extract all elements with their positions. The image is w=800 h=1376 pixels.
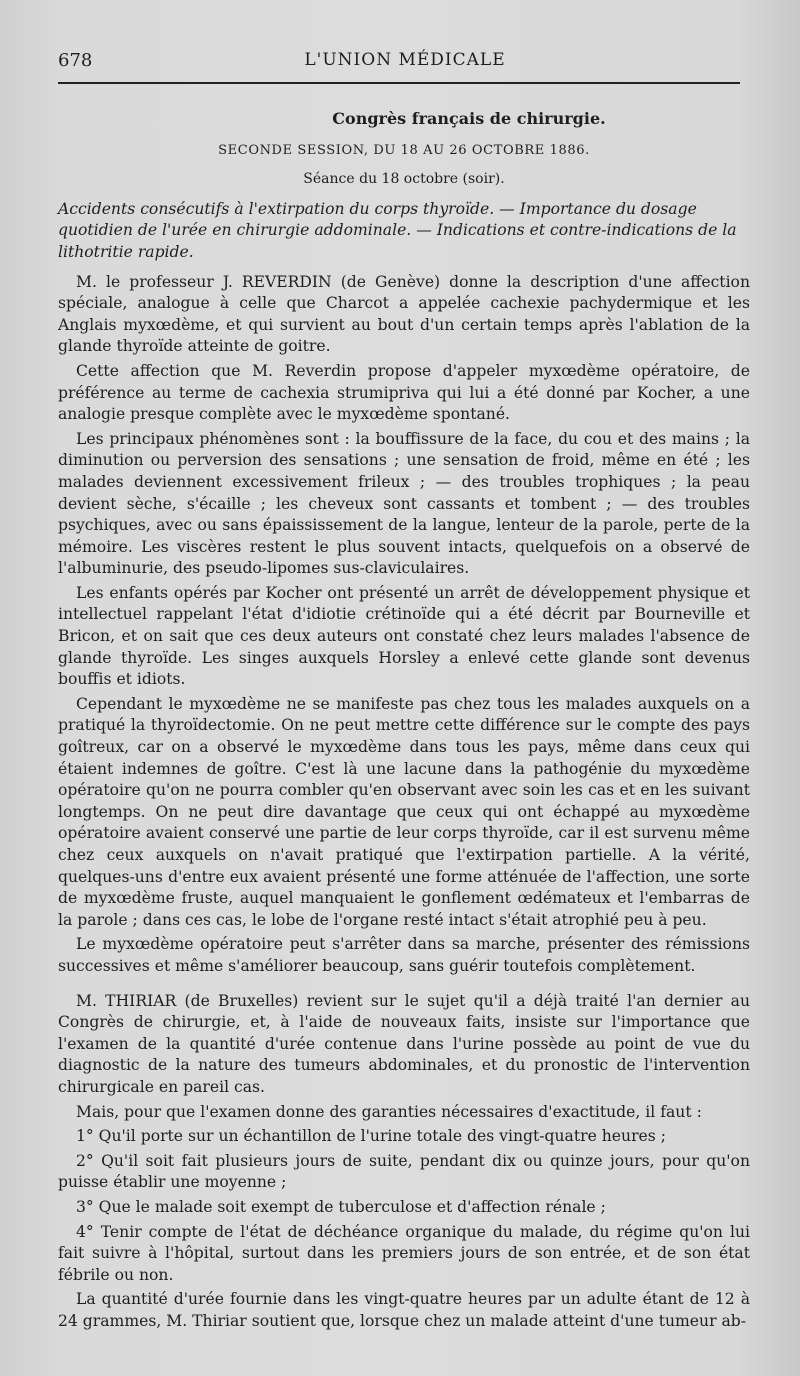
list-item-1: 1° Qu'il porte sur un échantillon de l'urine totale des vingt-quatre heures ;	[76, 1127, 666, 1146]
paragraph-myxoedeme-operatoire: Cette affection que M. Reverdin propose d'appeler myxœdème opératoire, de préférence au terme de cachexia strumipriva qui lui a été donné par Kocher, a une analogie presque complète avec le myxœdème spontané.	[58, 361, 750, 424]
paragraph-gap	[58, 981, 750, 991]
paragraph-reverdin-intro: M. le professeur J. REVERDIN (de Genève) donne la description d'une affection spéciale, analogue à celle que Charcot a appelée cachexie pachydermique et les Anglais myxœdème, et qui survient au bout d'un certain temps après l'ablation de la glande thyroïde atteinte de goitre.	[58, 272, 750, 356]
page-header	[58, 50, 752, 74]
paragraph-cependant: Cependant le myxœdème ne se manifeste pas chez tous les malades auxquels on a pratiqué la thyroïdectomie. On ne peut mettre cette différence sur le compte des pays goîtreux, car on a observé le myxœdème dans tous les pays, même dans ceux qui étaient indemnes de goître. C'est là une lacune dans la pathogénie du myxœdème opératoire qu'on ne pourra combler qu'en observant avec soin les cas et en les suivant longtemps. On ne peut dire davantage que ceux qui ont échappé au myxœdème opératoire avaient conservé une partie de leur corps thyroïde, car il est survenu même chez ceux auxquels on n'avait pratiqué que l'extirpation partielle. A la vérité, quelques-uns d'entre eux avaient présenté une forme atténuée de l'affection, une sorte de myxœdème fruste, auquel manquaient le gonflement œdémateux et l'embarras de la parole ; dans ces cas, le lobe de l'organe resté intact s'était atrophié peu à peu.	[58, 694, 750, 929]
paragraph-marche: Le myxœdème opératoire peut s'arrêter dans sa marche, présenter des rémissions successives et même s'améliorer beaucoup, sans guérir toutefois complètement.	[58, 935, 750, 975]
seance-line: Séance du 18 octobre (soir).	[303, 171, 505, 188]
topics-summary: Accidents consécutifs à l'extirpation du corps thyroïde. — Importance du dosage quotidien de l'urée en chirurgie addominale. — Indications et contre-indications de la lithotritie rapide.	[58, 199, 737, 261]
page-number: 678	[58, 50, 93, 71]
section-title: Congrès français de chirurgie.	[332, 109, 606, 128]
paragraph-conditions: Mais, pour que l'examen donne des garanties nécessaires d'exactitude, il faut :	[76, 1102, 702, 1121]
paragraph-thiriar-intro: M. THIRIAR (de Bruxelles) revient sur le sujet qu'il a déjà traité l'an dernier au Congrès de chirurgie, et, à l'aide de nouveaux faits, insiste sur l'importance que l'examen de la quantité d'urée contenue dans l'urine possède au point de vue du diagnostic de la nature des tumeurs abdominales, et du pronostic de l'intervention chirurgicale en pareil cas.	[58, 991, 750, 1096]
header-rule	[58, 82, 740, 84]
article-body	[58, 108, 750, 1335]
running-title: L'UNION MÉDICALE	[304, 50, 506, 70]
paragraph-enfants-operes: Les enfants opérés par Kocher ont présenté un arrêt de développement physique et intellectuel rappelant l'état d'idiotie crétinoïde qui a été décrit par Bourneville et Bricon, et on sait que ces deux auteurs ont constaté chez leurs malades l'absence de glande thyroïde. Les singes auxquels Horsley a enlevé cette glande sont devenus bouffis et idiots.	[58, 583, 750, 689]
paragraph-quantite-uree: La quantité d'urée fournie dans les vingt-quatre heures par un adulte étant de 12 à 24 grammes, M. Thiriar soutient que, lorsque chez un malade atteint d'une tumeur ab-	[58, 1290, 750, 1330]
list-item-2: 2° Qu'il soit fait plusieurs jours de suite, pendant dix ou quinze jours, pour qu'on puisse établir une moyenne ;	[58, 1151, 750, 1192]
list-item-4: 4° Tenir compte de l'état de déchéance organique du malade, du régime qu'on lui fait suivre à l'hôpital, surtout dans les premiers jours de son entrée, et de son état fébrile ou non.	[58, 1222, 750, 1284]
list-item-3: 3° Que le malade soit exempt de tuberculose et d'affection rénale ;	[76, 1197, 606, 1216]
session-line: SECONDE SESSION, DU 18 AU 26 OCTOBRE 1886.	[218, 142, 590, 158]
paragraph-phenomenes: Les principaux phénomènes sont : la bouffissure de la face, du cou et des mains ; la diminution ou perversion des sensations ; une sensation de froid, même en été ; les malades deviennent excessivement frileux ; — des troubles trophiques ; la peau devient sèche, s'écaille ; les cheveux sont cassants et tombent ; — des troubles psychiques, avec ou sans épaississement de la langue, lenteur de la parole, perte de la mémoire. Les viscères restent le plus souvent intacts, quelquefois on a observé de l'albuminurie, des pseudo-lipomes sus-claviculaires.	[58, 429, 750, 578]
